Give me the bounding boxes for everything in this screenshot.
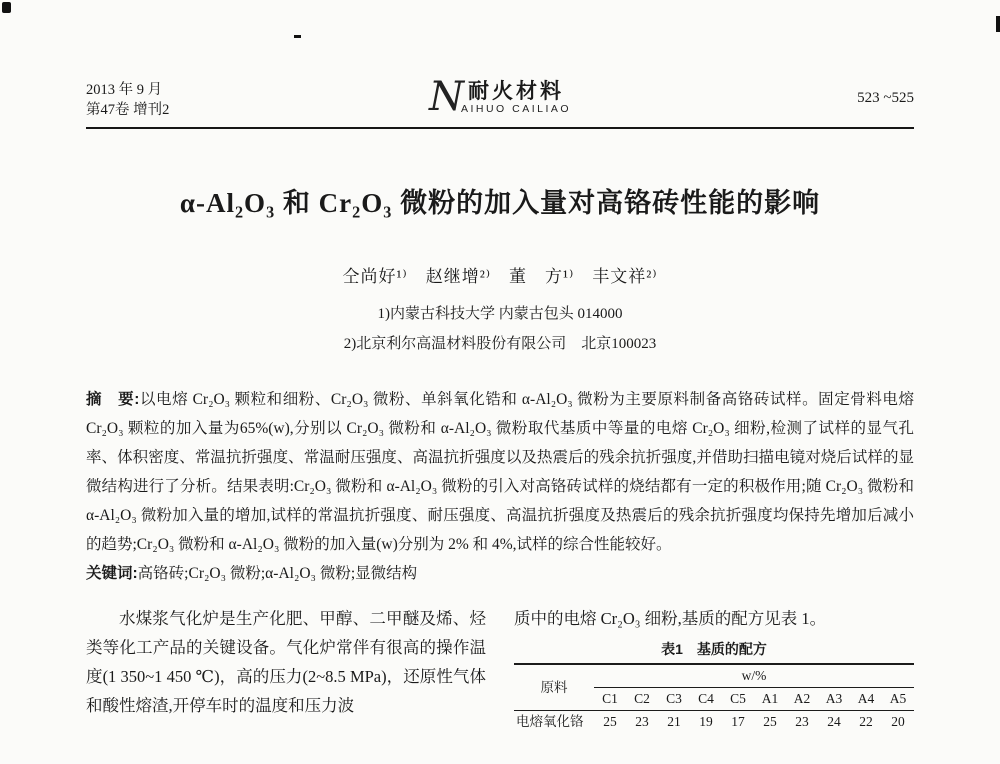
table1-data-row	[514, 711, 914, 734]
table1-row-header: 原料	[514, 664, 594, 711]
table1-cell: 23	[635, 714, 649, 729]
affiliation-2: 2)北京利尔高温材料股份有限公司 北京100023	[343, 336, 657, 352]
table1-cell: 21	[667, 714, 681, 729]
table1-cell: 19	[699, 714, 713, 729]
volume-issue: 第47卷 增刊2	[86, 102, 170, 118]
table1-column-header: C1	[594, 688, 626, 711]
table1-cell: 20	[891, 714, 905, 729]
left-column	[86, 604, 486, 733]
table1-caption: 表1 基质的配方	[661, 641, 767, 657]
page-range: 523 ~525	[857, 90, 915, 106]
issue-info	[86, 80, 429, 120]
authors-line: 仝尚好¹⁾ 赵继增²⁾ 董 方¹⁾ 丰文祥²⁾	[342, 267, 658, 286]
abstract-paragraph	[86, 385, 914, 559]
abstract-label: 摘 要:	[86, 391, 140, 408]
logo-text-stack	[461, 80, 571, 115]
journal-header	[86, 74, 915, 120]
right-column	[514, 604, 914, 733]
left-column-paragraph: 水煤浆气化炉是生产化肥、甲醇、二甲醚及烯、烃类等化工产品的关键设备。气化炉常伴有很高的操作温度(1 350~1 450 ℃)，高的压力(2~8.5 MPa)，还原性气体和酸性熔渣,开停车时的温度和压力波	[86, 609, 486, 715]
issue-date: 2013 年 9 月	[86, 82, 163, 98]
table1-column-header: C3	[658, 688, 690, 711]
table1	[514, 663, 914, 733]
affiliation-1: 1)内蒙古科技大学 内蒙古包头 014000	[377, 306, 623, 322]
keywords-line	[86, 559, 914, 588]
table1-column-header: A4	[850, 688, 882, 711]
scan-artifact	[2, 2, 11, 13]
table1-unit-header: w/%	[594, 664, 914, 688]
journal-name-pinyin: AIHUO CAILIAO	[460, 103, 572, 115]
table1-column-header: A2	[786, 688, 818, 711]
scan-artifact	[996, 16, 1000, 32]
right-column-paragraph: 质中的电熔 Cr₂O₃ 细粉,基质的配方见表 1。	[514, 609, 827, 628]
keywords-text: 高铬砖;Cr₂O₃ 微粉;α-Al₂O₃ 微粉;显微结构	[137, 565, 418, 582]
table1-cell: 24	[827, 714, 841, 729]
journal-name-cn: 耐火材料	[468, 79, 564, 103]
journal-logo	[428, 74, 572, 120]
table1-column-header: A3	[818, 688, 850, 711]
logo-initial: N	[428, 74, 464, 120]
table1-column-header: A1	[754, 688, 786, 711]
table1-cell: 22	[859, 714, 873, 729]
table1-row-label: 电熔氧化铬	[516, 714, 584, 729]
table1-cell: 23	[795, 714, 809, 729]
table1-cell: 25	[763, 714, 777, 729]
table1-column-header: C2	[626, 688, 658, 711]
table1-header-row-1	[514, 664, 914, 688]
table1-cell: 17	[731, 714, 745, 729]
table1-cell: 25	[603, 714, 617, 729]
header-divider	[86, 127, 914, 129]
table1-column-header: C4	[690, 688, 722, 711]
table1-column-header: C5	[722, 688, 754, 711]
keywords-label: 关键词:	[86, 565, 138, 582]
table1-column-header: A5	[882, 688, 914, 711]
scan-artifact	[294, 35, 301, 38]
abstract-text: 以电熔 Cr₂O₃ 颗粒和细粉、Cr₂O₃ 微粉、单斜氧化锆和 α-Al₂O₃ 微粉为主要原料制备高铬砖试样。固定骨料电熔 Cr₂O₃ 颗粒的加入量为65%(w),分别以 Cr₂O₃ 微粉和 α-Al₂O₃ 微粉取代基质中等量的电熔 Cr₂O₃ 细粉,检测了试样的显气孔率、体积密度、常温抗折强度、常温耐压强度、高温抗折强度以及热震后的残余抗折强度,并借助扫描电镜对烧后试样的显微结构进行了分析。结果表明:Cr₂O₃ 微粉和 α-Al₂O₃ 微粉的引入对高铬砖试样的烧结都有一定的积极作用;随 Cr₂O₃ 微粉和 α-Al₂O₃ 微粉加入量的增加,试样的常温抗折强度、耐压强度、高温抗折强度及热震后的残余抗折强度均保持先增加后减小的趋势;Cr₂O₃ 微粉和 α-Al₂O₃ 微粉的加入量(w)分别为 2% 和 4%,试样的综合性能较好。	[86, 391, 914, 553]
paper-title: α-Al₂O₃ 和 Cr₂O₃ 微粉的加入量对高铬砖性能的影响	[179, 188, 821, 218]
affiliations	[86, 299, 914, 359]
two-column-body	[86, 604, 914, 733]
